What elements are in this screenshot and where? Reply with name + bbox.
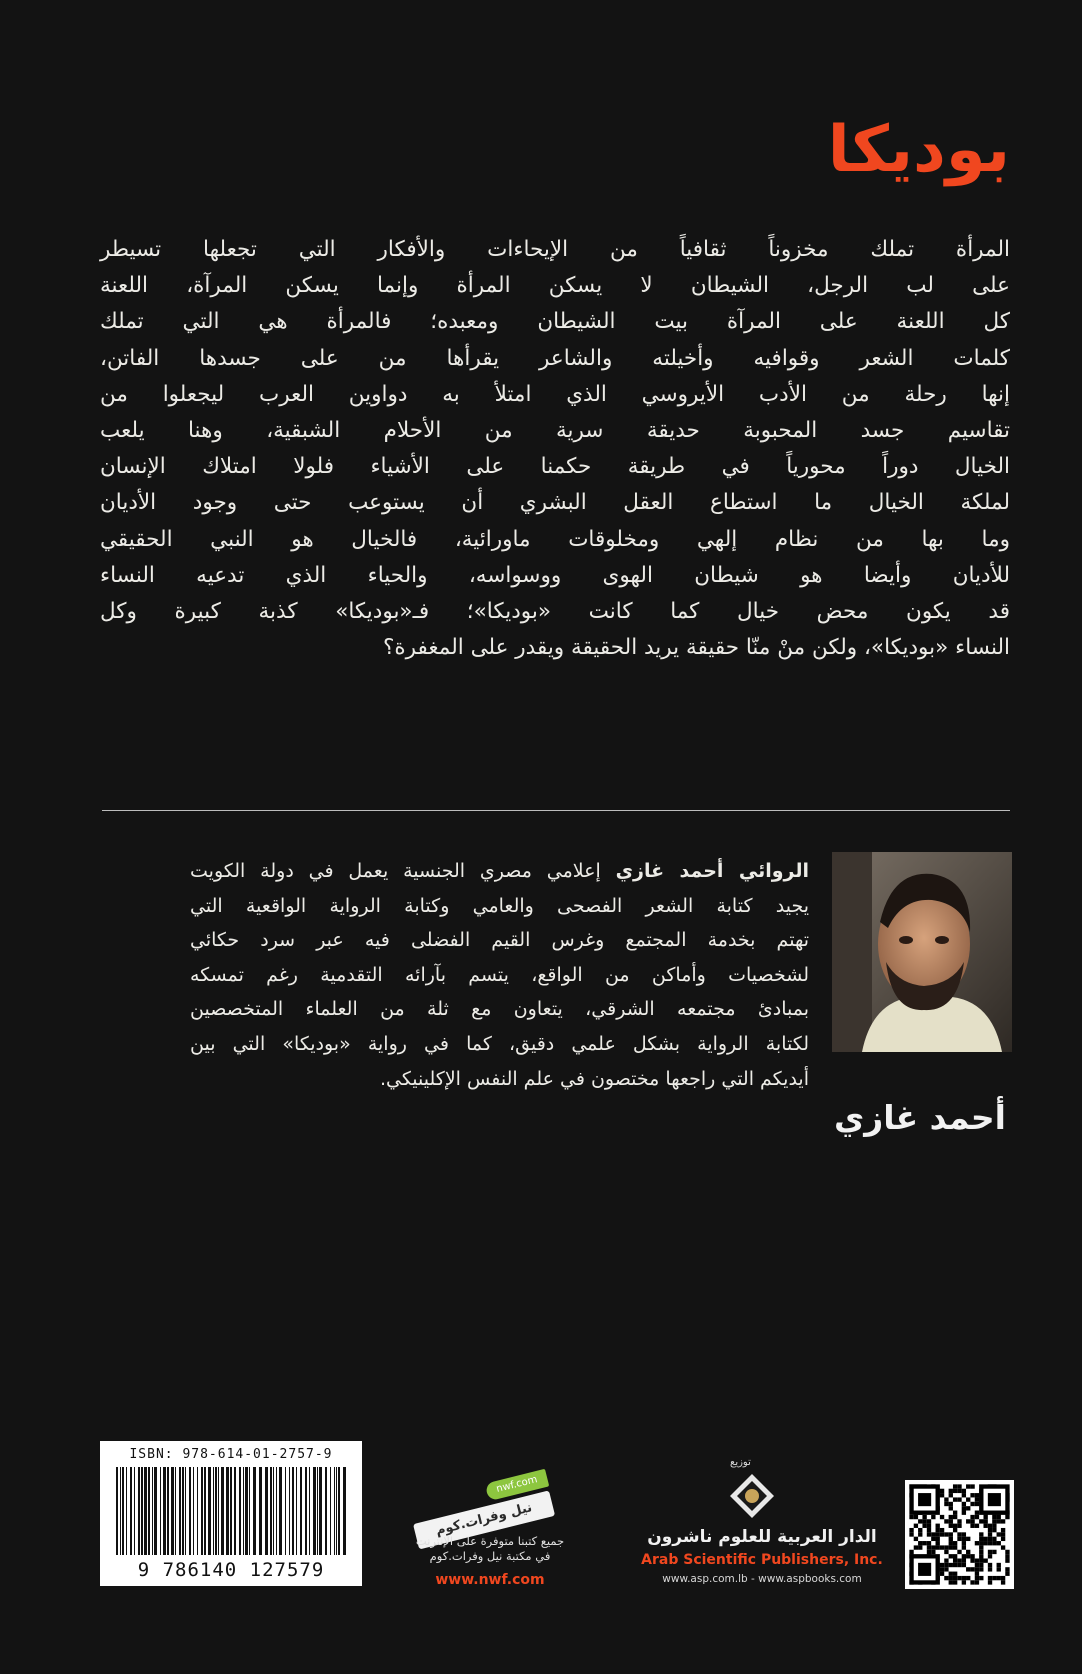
blurb-line: للأديان وأيضا هو شيطان الهوى ووسواسه، والحياء الذي تدعيه النساء [100,562,1010,588]
nwf-url: www.nwf.com [435,1572,545,1588]
publisher-name-english: Arab Scientific Publishers, Inc. [641,1552,883,1568]
isbn-barcode [100,1441,362,1586]
bio-line: تهتم بخدمة المجتمع وغرس القيم الفضلى فيه عبر سرد حكائي [190,929,809,952]
blurb-line: تقاسيم جسد المحبوبة حديقة سرية من الأحلام الشبقية، وهنا يلعب [100,418,1010,444]
bio-lead: الروائي أحمد غازي [615,860,809,882]
bio-line: لشخصيات وأماكن من الواقع، يتسم بآرائه التقدمية رغم تمسكه [190,963,809,986]
isbn-label: ISBN: 978-614-01-2757-9 [129,1447,333,1462]
blurb-line: النساء «بوديكا»، ولكن منْ منّا حقيقة يريد الحقيقة ويقدر على المغفرة؟ [383,635,1010,661]
publisher-websites: www.asp.com.lb - www.aspbooks.com [662,1573,862,1585]
author-bio [190,854,809,1096]
distribution-label: توزيع [730,1457,751,1468]
nwf-tag: nwf.com [485,1469,550,1501]
blurb-line: إنها رحلة من الأدب الأيروسي الذي امتلأ به دواوين العرب ليجعلوا من [100,381,1010,407]
bio-line [190,854,809,889]
bio-line: يجيد كتابة الشعر الفصحى والعامي وكتابة الرواية الواقعية التي [190,894,809,917]
blurb-line: المرأة تملك مخزوناً ثقافياً من الإيحاءات والأفكار التي تجعلها تسيطر [100,237,1010,262]
nwf-logo: نيل وفرات.كوم [413,1490,555,1549]
bio-line: بمبادئ مجتمعه الشرقي، يتعاون مع ثلة من العلماء المتخصصين [190,998,809,1021]
nwf-text-line: في مكتبة نيل وفرات.كوم [429,1549,551,1563]
author-name: أحمد غازي [834,1098,1006,1137]
publisher-name-arabic: الدار العربية للعلوم ناشرون [647,1527,877,1547]
bio-first-line-rest: إعلامي مصري الجنسية يعمل في دولة الكويت [190,860,616,882]
qr-code-icon [905,1480,1014,1589]
barcode-number: 9 786140 127579 [137,1559,325,1581]
bio-line: أيديكم التي راجعها مختصون في علم النفس الإكلينيكي. [379,1067,809,1090]
blurb-line: وما بها من نظام إلهي ومخلوقات ماورائية، فالخيال هو النبي الحقيقي [100,526,1010,552]
bio-line: لكتابة الرواية بشكل علمي دقيق، كما في رواية «بوديكا» التي بين [190,1032,809,1055]
blurb-line: لملكة الخيال ما استطاع العقل البشري أن يستوعب حتى وجود الأديان [100,490,1010,516]
author-photo [832,852,1012,1052]
book-title: بوديكا [827,113,1010,187]
blurb-line: على لب الرجل، الشيطان لا يسكن المرأة وإنما يسكن المرآة، اللعنة [100,273,1010,299]
barcode-bars [116,1467,346,1557]
section-divider [102,810,1010,811]
back-cover-blurb [100,232,1010,666]
blurb-line: كل اللعنة على المرآة بيت الشيطان ومعبده؛ فالمرأة هي التي تملك [100,309,1010,335]
publisher-logo-icon [728,1472,776,1520]
nwf-text-line: جميع كتبنا متوفرة على الإنترنت [415,1534,565,1548]
blurb-line: الخيال دوراً محورياً في طريقة حكمنا على الأشياء فلولا امتلاك الإنسان [100,454,1010,480]
blurb-line: قد يكون محض خيال كما كانت «بوديكا»؛ فـ«بوديكا» كذبة كبيرة وكل [100,599,1010,625]
nwf-availability-text [410,1534,570,1564]
blurb-line: كلمات الشعر وقوافيه وأخيلته والشاعر يقرأها من على جسدها الفاتن، [100,345,1010,371]
